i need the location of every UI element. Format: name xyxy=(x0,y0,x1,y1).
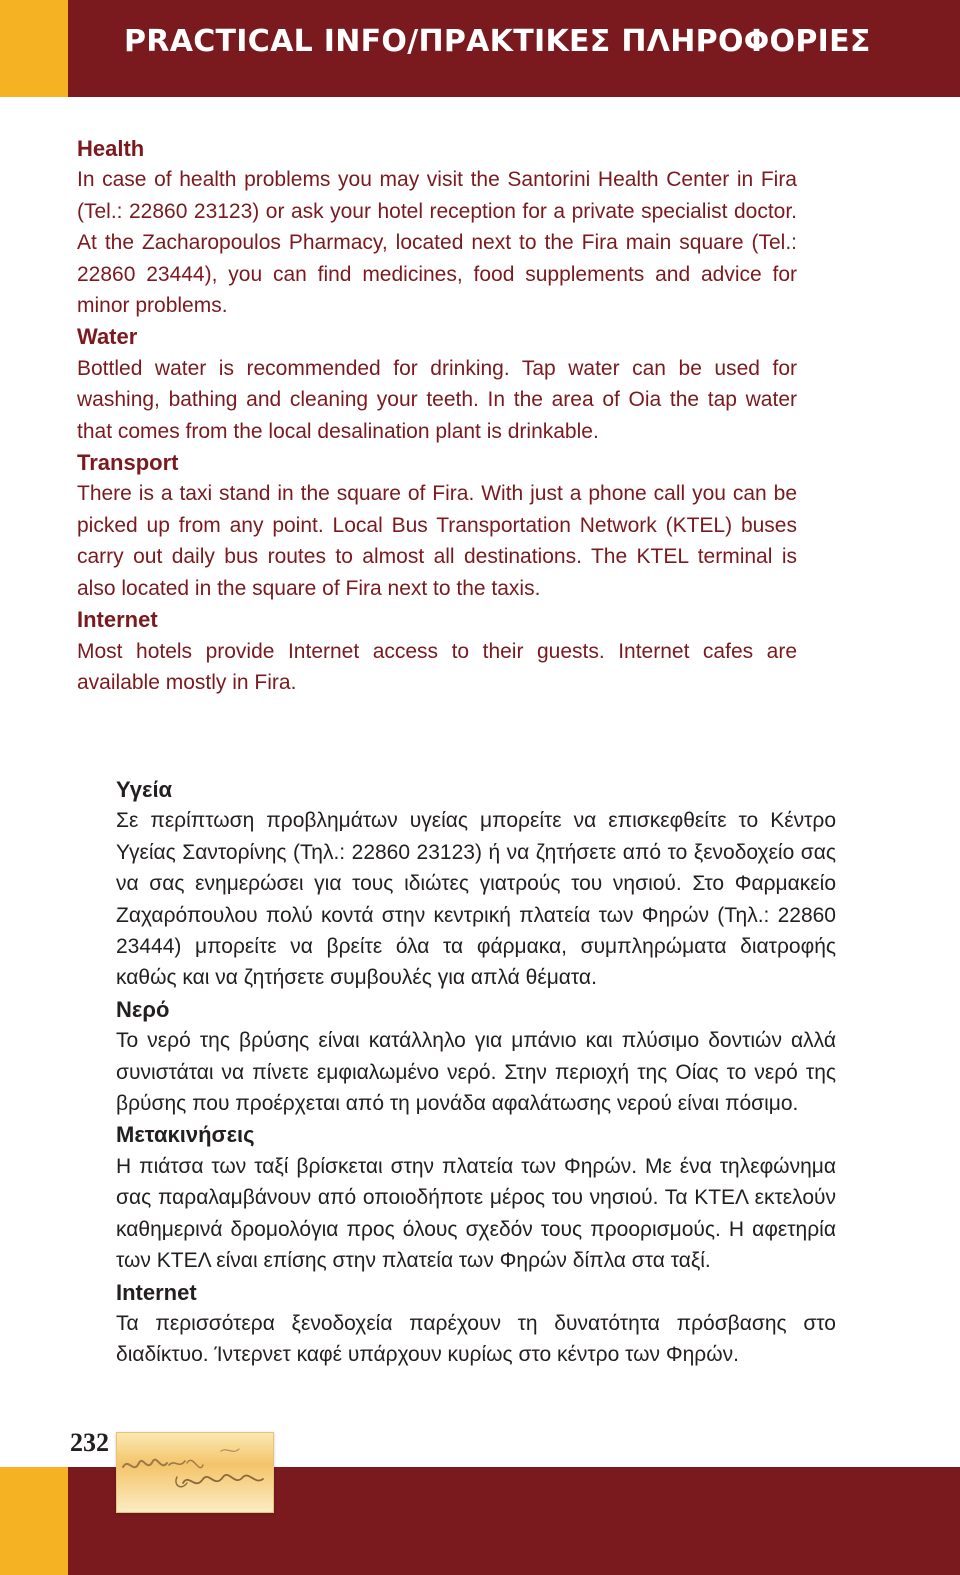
internet-text-gr: Τα περισσότερα ξενοδοχεία παρέχουν τη δυνατότητα πρόσβασης στο διαδίκτυο. Ίντερνετ καφέ υπάρχουν κυρίως στο κέντρο των Φηρών. xyxy=(116,1311,836,1367)
footer-accent-block xyxy=(0,1467,68,1575)
health-block-gr xyxy=(116,774,836,994)
water-text-en: Bottled water is recommended for drinking. Tap water can be used for washing, bathing and cleaning your teeth. In the area of Oia the tap water that comes from the local desalination plant is drinkable. xyxy=(77,356,797,443)
transport-text-gr: Η πιάτσα των ταξί βρίσκεται στην πλατεία των Φηρών. Με ένα τηλεφώνημα σας παραλαμβάνουν από οποιοδήποτε μέρος του νησιού. Τα ΚΤΕΛ εκτελούν καθημερινά δρομολόγια προς όλους σχεδόν τους προορισμούς. Η αφετηρία των ΚΤΕΛ είναι επίσης στην πλατεία των Φηρών δίπλα στα ταξί. xyxy=(116,1154,836,1273)
water-title-gr: Νερό xyxy=(116,996,170,1022)
transport-block-gr xyxy=(116,1119,836,1276)
greek-section xyxy=(116,774,836,1371)
header-accent-block xyxy=(0,0,68,97)
transport-title-en: Transport xyxy=(77,450,179,476)
internet-title-gr: Internet xyxy=(116,1279,197,1305)
internet-block-gr xyxy=(116,1277,836,1371)
internet-block-en xyxy=(77,604,797,698)
health-text-en: In case of health problems you may visit the Santorini Health Center in Fira (Tel.: 22860 23123) or ask your hotel reception for a private specialist doctor. At the Zacharopoulos Pharmacy, located next to the Fira main square (Tel.: 22860 23444), you can find medicines, food supplements and advice for minor problems. xyxy=(77,168,797,318)
water-text-gr: Το νερό της βρύσης είναι κατάλληλο για μπάνιο και πλύσιμο δοντιών αλλά συνιστάται να πίνετε εμφιαλωμένο νερό. Στην περιοχή της Οίας το νερό της βρύσης που προέρχεται από τη μονάδα αφαλάτωσης νερού είναι πόσιμο. xyxy=(116,1029,836,1116)
internet-text-en: Most hotels provide Internet access to their guests. Internet cafes are available mostly in Fira. xyxy=(77,639,797,694)
transport-block-en xyxy=(77,447,797,604)
logo-script-icon xyxy=(117,1433,275,1514)
water-block-gr xyxy=(116,994,836,1120)
english-section xyxy=(77,133,797,698)
water-title-en: Water xyxy=(77,324,138,350)
internet-title-en: Internet xyxy=(77,607,158,633)
transport-title-gr: Μετακινήσεις xyxy=(116,1122,255,1148)
page-number: 232 xyxy=(70,1428,109,1457)
health-block-en xyxy=(77,133,797,321)
water-block-en xyxy=(77,321,797,447)
transport-text-en: There is a taxi stand in the square of Fira. With just a phone call you can be picked up from any point. Local Bus Transportation Network (KTEL) buses carry out daily bus routes to almost all destinations. The KTEL terminal is also located in the square of Fira next to the taxis. xyxy=(77,482,797,600)
health-title-en: Health xyxy=(77,136,145,161)
wedding-holidays-logo-icon xyxy=(116,1432,274,1513)
page-title: PRACTICAL INFO/ΠΡΑΚΤΙΚΕΣ ΠΛΗΡΟΦΟΡΙΕΣ xyxy=(124,24,871,59)
health-text-gr: Σε περίπτωση προβλημάτων υγείας μπορείτε να επισκεφθείτε το Κέντρο Υγείας Σαντορίνης (Τηλ.: 22860 23123) ή να ζητήσετε από το ξενοδοχείο σας να σας ενημερώσει για τους ιδιώτες γιατρούς του νησιού. Στο Φαρμακείο Ζαχαρόπουλου πολύ κοντά στην κεντρική πλατεία των Φηρών (Τηλ.: 22860 23444) μπορείτε να βρείτε όλα τα φάρμακα, συμπληρώματα διατροφής καθώς και να ζητήσετε συμβουλές για απλά θέματα. xyxy=(116,809,836,990)
health-title-gr: Υγεία xyxy=(116,777,173,802)
